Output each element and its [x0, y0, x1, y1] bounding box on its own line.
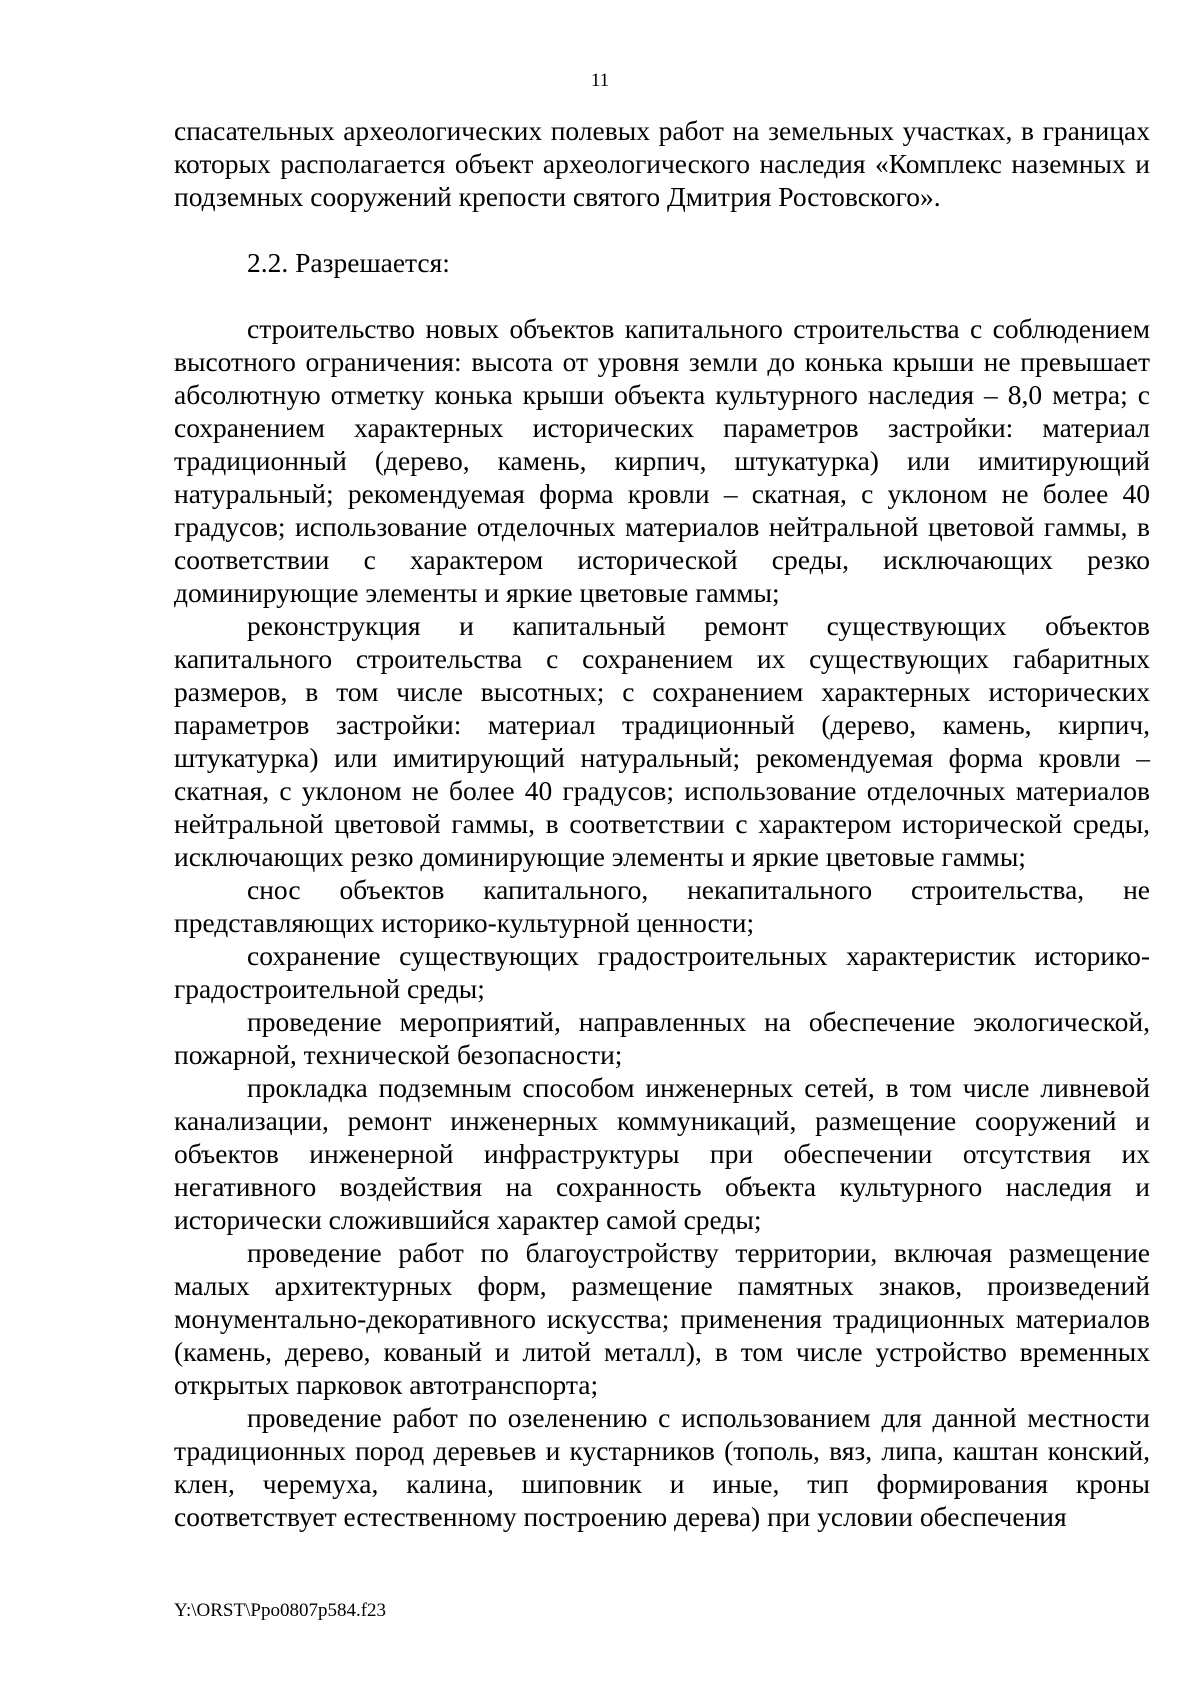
document-body [174, 114, 1150, 1533]
paragraph-landscaping: проведение работ по благоустройству территории, включая размещение малых архитектурных форм, размещение памятных знаков, произведений монументально-декоративного искусства; применения традиционных материалов (камень, дерево, кованый и литой металл), в том числе устройство временных открытых парковок автотранспорта; [174, 1237, 1150, 1400]
paragraph-reconstruction: реконструкция и капитальный ремонт существующих объектов капитального строительства с сохранением их существующих габаритных размеров, в том числе высотных; с сохранением характерных исторических параметров застройки: материал традиционный (дерево, камень, кирпич, штукатурка) или имитирующий натуральный; рекомендуемая форма кровли – скатная, с уклоном не более 40 градусов; использование отделочных материалов нейтральной цветовой гаммы, в соответствии с характером исторической среды, исключающих резко доминирующие элементы и яркие цветовые гаммы; [174, 610, 1150, 872]
page-number: 11 [590, 70, 610, 91]
section-heading: 2.2. Разрешается: [247, 247, 450, 278]
paragraph-new-construction: строительство новых объектов капитального строительства с соблюдением высотного ограничения: высота от уровня земли до конька крыши не превышает абсолютную отметку конька крыши объекта культурного наследия – 8,0 метра; с сохранением характерных исторических параметров застройки: материал традиционный (дерево, камень, кирпич, штукатурка) или имитирующий натуральный; рекомендуемая форма кровли – скатная, с уклоном не более 40 градусов; использование отделочных материалов нейтральной цветовой гаммы, в соответствии с характером исторической среды, исключающих резко доминирующие элементы и яркие цветовые гаммы; [174, 313, 1150, 608]
paragraph-engineering-networks: прокладка подземным способом инженерных сетей, в том числе ливневой канализации, ремонт инженерных коммуникаций, размещение сооружений и объектов инженерной инфраструктуры при обеспечении отсутствия их негативного воздействия на сохранность объекта культурного наследия и исторически сложившийся характер самой среды; [174, 1072, 1150, 1235]
paragraph-preservation: сохранение существующих градостроительных характеристик историко-градостроительной среды; [174, 940, 1150, 1004]
paragraph-demolition: снос объектов капитального, некапитального строительства, не представляющих историко-культурной ценности; [174, 874, 1150, 938]
file-path-footer: Y:\ORST\Ppo0807p584.f23 [174, 1600, 387, 1621]
paragraph-safety-measures: проведение мероприятий, направленных на обеспечение экологической, пожарной, технической безопасности; [174, 1006, 1150, 1070]
paragraph-continuation: спасательных археологических полевых работ на земельных участках, в границах которых располагается объект археологического наследия «Комплекс наземных и подземных сооружений крепости святого Дмитрия Ростовского». [174, 115, 1150, 212]
paragraph-greening: проведение работ по озеленению с использованием для данной местности традиционных пород деревьев и кустарников (тополь, вяз, липа, каштан конский, клен, черемуха, калина, шиповник и иные, тип формирования кроны соответствует естественному построению дерева) при условии обеспечения [174, 1402, 1150, 1532]
